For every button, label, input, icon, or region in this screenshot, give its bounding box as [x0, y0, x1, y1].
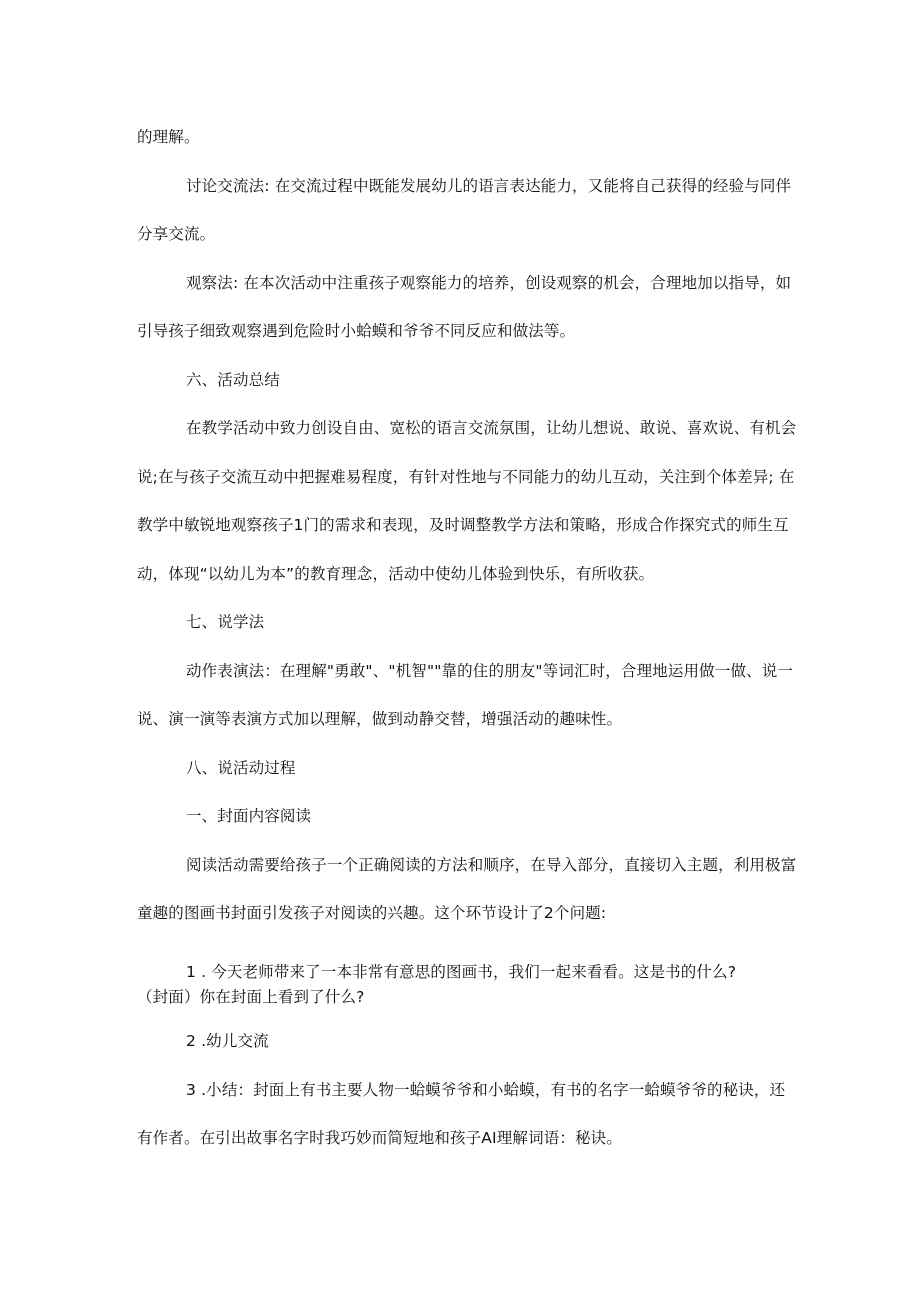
paragraph-line: 童趣的图画书封面引发孩子对阅读的兴趣。这个环节设计了2个问题:	[137, 904, 607, 922]
section-heading-7: 七、说学法	[186, 613, 265, 631]
paragraph-line: 说、演一演等表演方式加以理解，做到动静交替，增强活动的趣味性。	[137, 710, 623, 728]
list-item-line: 1 . 今天老师带来了一本非常有意思的图画书，我们一起来看看。这是书的什么?	[186, 963, 737, 981]
subsection-heading: 一、封面内容阅读	[186, 807, 312, 825]
list-item-line: 有作者。在引出故事名字时我巧妙而简短地和孩子AI理解词语：秘诀。	[137, 1129, 622, 1147]
paragraph-line: 引导孩子细致观察遇到危险时小蛤蟆和爷爷不同反应和做法等。	[137, 322, 576, 340]
paragraph-line: 观察法: 在本次活动中注重孩子观察能力的培养，创设观察的机会，合理地加以指导，如	[186, 274, 792, 292]
paragraph-line: 分享交流。	[137, 225, 216, 243]
paragraph-line: 阅读活动需要给孩子一个正确阅读的方法和顺序，在导入部分，直接切入主题，利用极富	[186, 856, 797, 874]
paragraph-line: 说;在与孩子交流互动中把握难易程度，有针对性地与不同能力的幼儿互动，关注到个体差异; 在	[137, 468, 795, 486]
section-heading-6: 六、活动总结	[186, 371, 280, 389]
paragraph-line: 的理解。	[137, 128, 200, 146]
paragraph-line: 动作表演法：在理解"勇敢"、"机智""靠的住的朋友"等词汇时，合理地运用做一做、说一	[186, 662, 794, 680]
list-item-line: 2 .幼儿交流	[186, 1032, 269, 1050]
paragraph-line: 动，体现“以幼儿为本”的教育理念，活动中使幼儿体验到快乐，有所收获。	[137, 565, 655, 583]
list-item-line: 3 .小结：封面上有书主要人物一蛤蟆爷爷和小蛤蟆，有书的名字一蛤蟆爷爷的秘诀，还	[186, 1081, 786, 1099]
section-heading-8: 八、说活动过程	[186, 759, 296, 777]
paragraph-line: 讨论交流法: 在交流过程中既能发展幼儿的语言表达能力，又能将自己获得的经验与同伴	[186, 177, 792, 195]
list-item-line: （封面）你在封面上看到了什么?	[137, 988, 365, 1006]
paragraph-line: 教学中敏锐地观察孩子1门的需求和表现，及时调整教学方法和策略，形成合作探究式的师生互	[137, 516, 789, 534]
paragraph-line: 在教学活动中致力创设自由、宽松的语言交流氛围，让幼儿想说、敢说、喜欢说、有机会	[186, 419, 797, 437]
